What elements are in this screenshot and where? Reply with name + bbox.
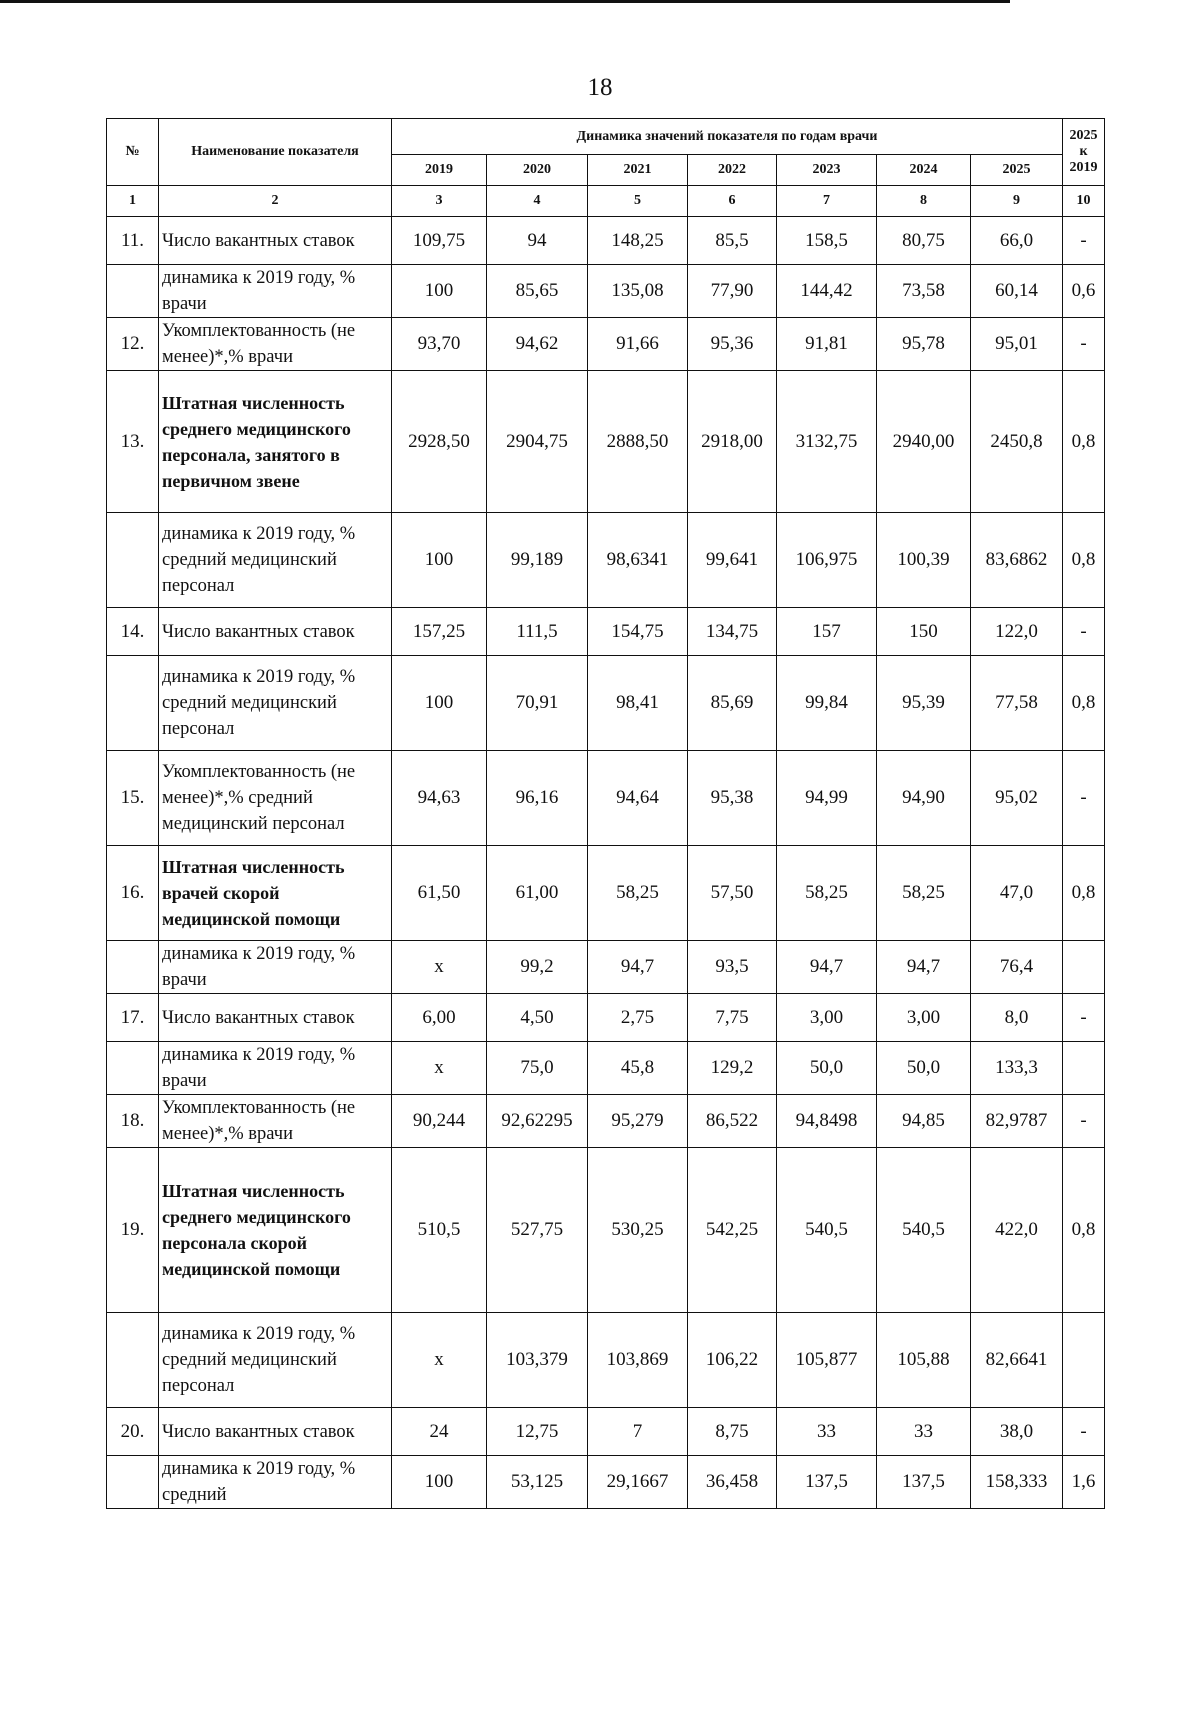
table-row bbox=[107, 994, 1105, 1042]
year-value-2020: 94 bbox=[487, 217, 588, 265]
ratio-value: - bbox=[1063, 994, 1105, 1042]
year-value-2025: 133,3 bbox=[971, 1042, 1063, 1095]
header-year: 2025 bbox=[971, 155, 1063, 186]
indicator-name: динамика к 2019 году, % средний медицинский персонал bbox=[159, 513, 392, 608]
year-value-2021: 148,25 bbox=[588, 217, 688, 265]
year-value-2021: 58,25 bbox=[588, 846, 688, 941]
year-value-2024: 94,85 bbox=[877, 1095, 971, 1148]
table-row bbox=[107, 846, 1105, 941]
ratio-value: 1,6 bbox=[1063, 1456, 1105, 1509]
table-row bbox=[107, 1313, 1105, 1408]
header-year: 2022 bbox=[688, 155, 777, 186]
year-value-2019: 94,63 bbox=[392, 751, 487, 846]
ratio-value: 0,6 bbox=[1063, 265, 1105, 318]
ratio-value: 0,8 bbox=[1063, 1148, 1105, 1313]
year-value-2021: 98,6341 bbox=[588, 513, 688, 608]
ratio-value: - bbox=[1063, 751, 1105, 846]
year-value-2023: 157 bbox=[777, 608, 877, 656]
year-value-2020: 527,75 bbox=[487, 1148, 588, 1313]
year-value-2022: 95,38 bbox=[688, 751, 777, 846]
year-value-2021: 2,75 bbox=[588, 994, 688, 1042]
ratio-value: - bbox=[1063, 1095, 1105, 1148]
table-row bbox=[107, 1456, 1105, 1509]
column-number: 9 bbox=[971, 186, 1063, 217]
year-value-2020: 111,5 bbox=[487, 608, 588, 656]
year-value-2020: 70,91 bbox=[487, 656, 588, 751]
year-value-2021: 29,1667 bbox=[588, 1456, 688, 1509]
column-numbers-row bbox=[107, 186, 1105, 217]
header-year: 2023 bbox=[777, 155, 877, 186]
column-number: 8 bbox=[877, 186, 971, 217]
year-value-2024: 95,78 bbox=[877, 318, 971, 371]
year-value-2025: 82,6641 bbox=[971, 1313, 1063, 1408]
year-value-2019: 157,25 bbox=[392, 608, 487, 656]
year-value-2022: 95,36 bbox=[688, 318, 777, 371]
ratio-value bbox=[1063, 1042, 1105, 1095]
year-value-2020: 61,00 bbox=[487, 846, 588, 941]
year-value-2020: 2904,75 bbox=[487, 371, 588, 513]
year-value-2023: 94,8498 bbox=[777, 1095, 877, 1148]
row-number bbox=[107, 513, 159, 608]
ratio-value bbox=[1063, 1313, 1105, 1408]
page-number: 18 bbox=[587, 74, 613, 101]
year-value-2025: 158,333 bbox=[971, 1456, 1063, 1509]
column-number: 4 bbox=[487, 186, 588, 217]
row-number: 17. bbox=[107, 994, 159, 1042]
year-value-2020: 99,189 bbox=[487, 513, 588, 608]
year-value-2021: 95,279 bbox=[588, 1095, 688, 1148]
row-number: 15. bbox=[107, 751, 159, 846]
year-value-2019: 100 bbox=[392, 656, 487, 751]
year-value-2024: 105,88 bbox=[877, 1313, 971, 1408]
year-value-2021: 530,25 bbox=[588, 1148, 688, 1313]
year-value-2023: 50,0 bbox=[777, 1042, 877, 1095]
indicator-name: Штатная численность среднего медицинского персонала скорой медицинской помощи bbox=[159, 1148, 392, 1313]
year-value-2023: 99,84 bbox=[777, 656, 877, 751]
year-value-2021: 7 bbox=[588, 1408, 688, 1456]
year-value-2025: 38,0 bbox=[971, 1408, 1063, 1456]
header-indicator-name: Наименование показателя bbox=[159, 119, 392, 186]
year-value-2022: 93,5 bbox=[688, 941, 777, 994]
year-value-2025: 47,0 bbox=[971, 846, 1063, 941]
table-row bbox=[107, 371, 1105, 513]
year-value-2022: 85,5 bbox=[688, 217, 777, 265]
year-value-2025: 77,58 bbox=[971, 656, 1063, 751]
year-value-2024: 150 bbox=[877, 608, 971, 656]
year-value-2024: 33 bbox=[877, 1408, 971, 1456]
year-value-2023: 91,81 bbox=[777, 318, 877, 371]
row-number: 18. bbox=[107, 1095, 159, 1148]
table-row bbox=[107, 1408, 1105, 1456]
ratio-value: - bbox=[1063, 318, 1105, 371]
year-value-2025: 83,6862 bbox=[971, 513, 1063, 608]
year-value-2019: 2928,50 bbox=[392, 371, 487, 513]
table-row bbox=[107, 941, 1105, 994]
year-value-2025: 95,01 bbox=[971, 318, 1063, 371]
indicator-name: Штатная численность среднего медицинского персонала, занятого в первичном звене bbox=[159, 371, 392, 513]
year-value-2019: x bbox=[392, 941, 487, 994]
top-border-line bbox=[0, 0, 1010, 3]
year-value-2024: 50,0 bbox=[877, 1042, 971, 1095]
header-year: 2020 bbox=[487, 155, 588, 186]
year-value-2020: 53,125 bbox=[487, 1456, 588, 1509]
indicator-name: динамика к 2019 году, % средний bbox=[159, 1456, 392, 1509]
row-number: 16. bbox=[107, 846, 159, 941]
column-number: 6 bbox=[688, 186, 777, 217]
year-value-2021: 103,869 bbox=[588, 1313, 688, 1408]
header-number: № bbox=[107, 119, 159, 186]
year-value-2019: x bbox=[392, 1313, 487, 1408]
year-value-2024: 540,5 bbox=[877, 1148, 971, 1313]
table-row bbox=[107, 1148, 1105, 1313]
year-value-2025: 2450,8 bbox=[971, 371, 1063, 513]
indicator-name: динамика к 2019 году, % средний медицинский персонал bbox=[159, 1313, 392, 1408]
year-value-2022: 2918,00 bbox=[688, 371, 777, 513]
year-value-2019: 100 bbox=[392, 265, 487, 318]
year-value-2020: 4,50 bbox=[487, 994, 588, 1042]
year-value-2019: 109,75 bbox=[392, 217, 487, 265]
year-value-2021: 91,66 bbox=[588, 318, 688, 371]
year-value-2025: 76,4 bbox=[971, 941, 1063, 994]
indicator-name: Число вакантных ставок bbox=[159, 217, 392, 265]
year-value-2020: 75,0 bbox=[487, 1042, 588, 1095]
row-number bbox=[107, 941, 159, 994]
table-row bbox=[107, 318, 1105, 371]
header-year: 2021 bbox=[588, 155, 688, 186]
year-value-2019: 100 bbox=[392, 513, 487, 608]
year-value-2024: 3,00 bbox=[877, 994, 971, 1042]
year-value-2020: 85,65 bbox=[487, 265, 588, 318]
row-number bbox=[107, 1456, 159, 1509]
row-number: 20. bbox=[107, 1408, 159, 1456]
table-row bbox=[107, 265, 1105, 318]
indicator-name: динамика к 2019 году, % средний медицинский персонал bbox=[159, 656, 392, 751]
year-value-2022: 85,69 bbox=[688, 656, 777, 751]
year-value-2020: 96,16 bbox=[487, 751, 588, 846]
indicator-name: Число вакантных ставок bbox=[159, 1408, 392, 1456]
header-ratio: 2025 к 2019 bbox=[1063, 119, 1105, 186]
year-value-2021: 98,41 bbox=[588, 656, 688, 751]
year-value-2023: 33 bbox=[777, 1408, 877, 1456]
row-number: 12. bbox=[107, 318, 159, 371]
year-value-2024: 73,58 bbox=[877, 265, 971, 318]
indicator-name: Число вакантных ставок bbox=[159, 608, 392, 656]
year-value-2022: 8,75 bbox=[688, 1408, 777, 1456]
table-row bbox=[107, 608, 1105, 656]
year-value-2023: 106,975 bbox=[777, 513, 877, 608]
ratio-value: - bbox=[1063, 1408, 1105, 1456]
row-number: 13. bbox=[107, 371, 159, 513]
column-number: 7 bbox=[777, 186, 877, 217]
table-row bbox=[107, 751, 1105, 846]
column-number: 5 bbox=[588, 186, 688, 217]
year-value-2021: 94,7 bbox=[588, 941, 688, 994]
year-value-2022: 7,75 bbox=[688, 994, 777, 1042]
year-value-2022: 106,22 bbox=[688, 1313, 777, 1408]
year-value-2025: 8,0 bbox=[971, 994, 1063, 1042]
header-year: 2019 bbox=[392, 155, 487, 186]
year-value-2020: 103,379 bbox=[487, 1313, 588, 1408]
year-value-2022: 134,75 bbox=[688, 608, 777, 656]
year-value-2019: 93,70 bbox=[392, 318, 487, 371]
ratio-value: 0,8 bbox=[1063, 846, 1105, 941]
table-row bbox=[107, 217, 1105, 265]
column-number: 3 bbox=[392, 186, 487, 217]
year-value-2024: 2940,00 bbox=[877, 371, 971, 513]
year-value-2022: 86,522 bbox=[688, 1095, 777, 1148]
year-value-2024: 58,25 bbox=[877, 846, 971, 941]
indicator-name: Укомплектованность (не менее)*,% врачи bbox=[159, 318, 392, 371]
header-year: 2024 bbox=[877, 155, 971, 186]
year-value-2021: 135,08 bbox=[588, 265, 688, 318]
column-number: 2 bbox=[159, 186, 392, 217]
year-value-2024: 80,75 bbox=[877, 217, 971, 265]
year-value-2025: 60,14 bbox=[971, 265, 1063, 318]
year-value-2023: 58,25 bbox=[777, 846, 877, 941]
year-value-2025: 422,0 bbox=[971, 1148, 1063, 1313]
year-value-2020: 94,62 bbox=[487, 318, 588, 371]
year-value-2025: 82,9787 bbox=[971, 1095, 1063, 1148]
year-value-2022: 129,2 bbox=[688, 1042, 777, 1095]
year-value-2020: 12,75 bbox=[487, 1408, 588, 1456]
year-value-2019: 510,5 bbox=[392, 1148, 487, 1313]
year-value-2022: 99,641 bbox=[688, 513, 777, 608]
indicator-name: динамика к 2019 году, % врачи bbox=[159, 941, 392, 994]
staffing-indicators-table bbox=[106, 118, 1105, 1509]
row-number: 19. bbox=[107, 1148, 159, 1313]
year-value-2019: 100 bbox=[392, 1456, 487, 1509]
year-value-2022: 57,50 bbox=[688, 846, 777, 941]
row-number: 11. bbox=[107, 217, 159, 265]
row-number bbox=[107, 1313, 159, 1408]
year-value-2024: 94,90 bbox=[877, 751, 971, 846]
year-value-2023: 540,5 bbox=[777, 1148, 877, 1313]
year-value-2023: 158,5 bbox=[777, 217, 877, 265]
indicator-name: Штатная численность врачей скорой медицинской помощи bbox=[159, 846, 392, 941]
year-value-2025: 122,0 bbox=[971, 608, 1063, 656]
year-value-2024: 95,39 bbox=[877, 656, 971, 751]
ratio-value: 0,8 bbox=[1063, 513, 1105, 608]
year-value-2023: 3132,75 bbox=[777, 371, 877, 513]
year-value-2024: 94,7 bbox=[877, 941, 971, 994]
table-body bbox=[107, 217, 1105, 1509]
header-dynamics: Динамика значений показателя по годам врачи bbox=[392, 119, 1063, 155]
indicator-name: Укомплектованность (не менее)*,% средний медицинский персонал bbox=[159, 751, 392, 846]
year-value-2020: 99,2 bbox=[487, 941, 588, 994]
row-number: 14. bbox=[107, 608, 159, 656]
year-value-2024: 100,39 bbox=[877, 513, 971, 608]
ratio-value: - bbox=[1063, 217, 1105, 265]
indicator-name: динамика к 2019 году, % врачи bbox=[159, 265, 392, 318]
indicator-name: динамика к 2019 году, % врачи bbox=[159, 1042, 392, 1095]
year-value-2022: 77,90 bbox=[688, 265, 777, 318]
table-row bbox=[107, 1042, 1105, 1095]
year-value-2023: 94,7 bbox=[777, 941, 877, 994]
row-number bbox=[107, 656, 159, 751]
year-value-2019: 24 bbox=[392, 1408, 487, 1456]
row-number bbox=[107, 1042, 159, 1095]
year-value-2019: x bbox=[392, 1042, 487, 1095]
header-row bbox=[107, 119, 1105, 155]
year-value-2022: 36,458 bbox=[688, 1456, 777, 1509]
column-number: 10 bbox=[1063, 186, 1105, 217]
year-value-2025: 66,0 bbox=[971, 217, 1063, 265]
indicator-name: Число вакантных ставок bbox=[159, 994, 392, 1042]
year-value-2023: 3,00 bbox=[777, 994, 877, 1042]
year-value-2021: 94,64 bbox=[588, 751, 688, 846]
ratio-value bbox=[1063, 941, 1105, 994]
table-row bbox=[107, 1095, 1105, 1148]
row-number bbox=[107, 265, 159, 318]
year-value-2023: 137,5 bbox=[777, 1456, 877, 1509]
year-value-2021: 154,75 bbox=[588, 608, 688, 656]
year-value-2023: 105,877 bbox=[777, 1313, 877, 1408]
year-value-2025: 95,02 bbox=[971, 751, 1063, 846]
indicator-name: Укомплектованность (не менее)*,% врачи bbox=[159, 1095, 392, 1148]
year-value-2021: 45,8 bbox=[588, 1042, 688, 1095]
year-value-2022: 542,25 bbox=[688, 1148, 777, 1313]
year-value-2023: 94,99 bbox=[777, 751, 877, 846]
year-value-2019: 90,244 bbox=[392, 1095, 487, 1148]
year-value-2024: 137,5 bbox=[877, 1456, 971, 1509]
column-number: 1 bbox=[107, 186, 159, 217]
year-value-2019: 61,50 bbox=[392, 846, 487, 941]
ratio-value: 0,8 bbox=[1063, 656, 1105, 751]
year-value-2023: 144,42 bbox=[777, 265, 877, 318]
table-row bbox=[107, 656, 1105, 751]
ratio-value: - bbox=[1063, 608, 1105, 656]
year-value-2019: 6,00 bbox=[392, 994, 487, 1042]
year-value-2020: 92,62295 bbox=[487, 1095, 588, 1148]
table-row bbox=[107, 513, 1105, 608]
ratio-value: 0,8 bbox=[1063, 371, 1105, 513]
year-value-2021: 2888,50 bbox=[588, 371, 688, 513]
